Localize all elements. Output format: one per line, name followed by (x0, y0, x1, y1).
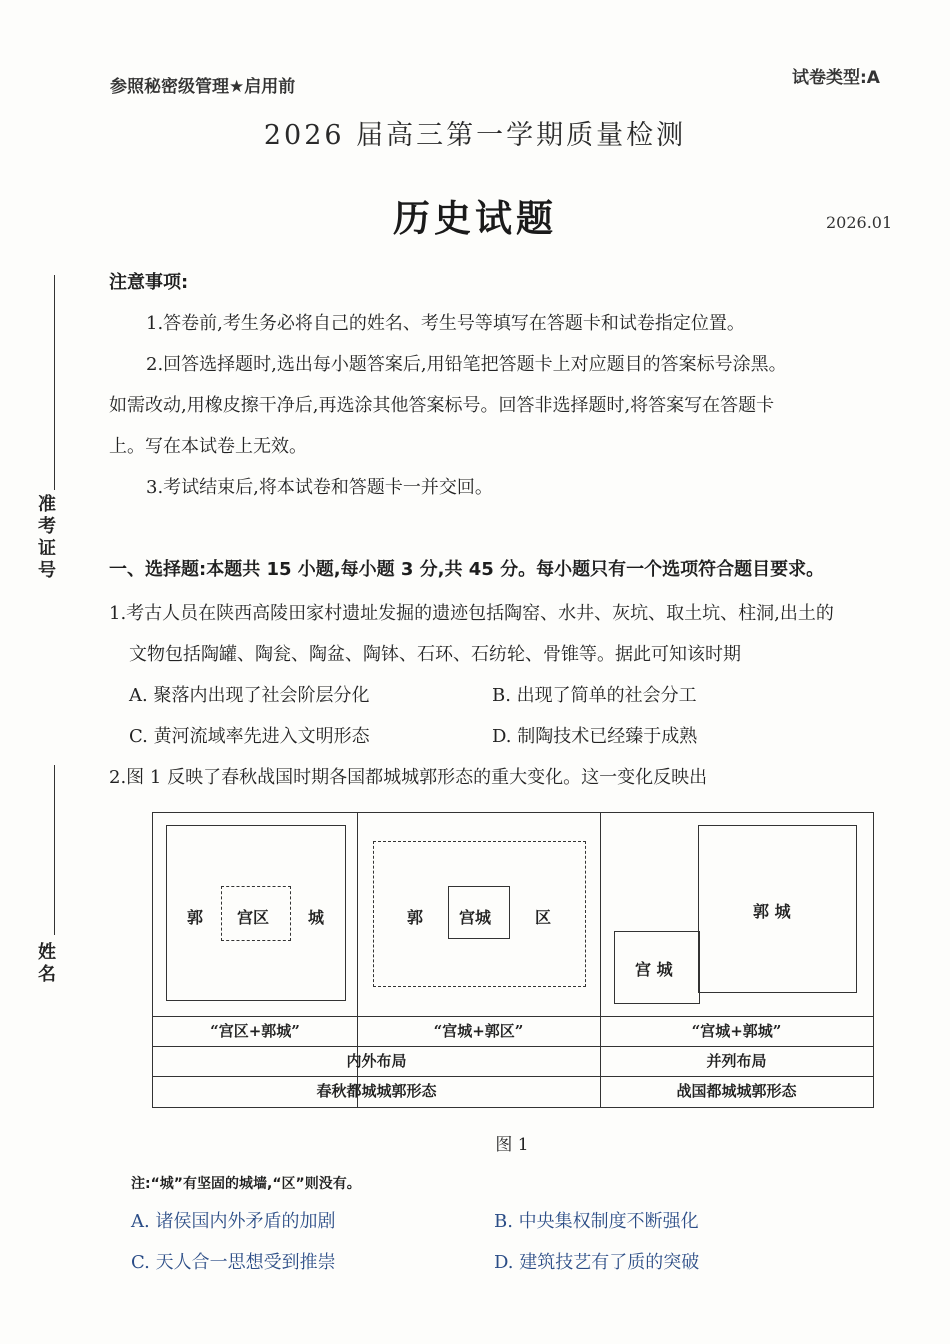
figure-caption: 图 1 (495, 1135, 529, 1155)
q1-option-d[interactable]: D. 制陶技术已经臻于成熟 (492, 726, 698, 747)
exam-id-label: 准考证号 (38, 494, 56, 581)
panel2-left-label: 郭 (407, 908, 424, 927)
panel2-caption: “宫城+郭区” (433, 1022, 524, 1040)
era-right-label: 战国都城城郭形态 (676, 1082, 797, 1100)
layout-right-label: 并列布局 (706, 1052, 767, 1070)
exam-title: 2026 届高三第一学期质量检测 (263, 120, 687, 151)
q2-stem: 2.图 1 反映了春秋战国时期各国都城城郭形态的重大变化。这一变化反映出 (109, 767, 708, 788)
layout-left-label: 内外布局 (346, 1052, 407, 1070)
figure-1 (152, 812, 874, 1108)
notice-title: 注意事项: (109, 272, 189, 293)
q1-stem-line-1: 1.考古人员在陕西高陵田家村遗址发掘的遗迹包括陶窑、水井、灰坑、取土坑、柱洞,出土的 (109, 603, 834, 624)
figure-row-line-3 (153, 1076, 873, 1077)
notice-item-2-line-2: 如需改动,用橡皮擦干净后,再选涂其他答案标号。回答非选择题时,将答案写在答题卡 (109, 395, 775, 416)
panel3-big-label: 郭 城 (753, 902, 791, 921)
figure-note: 注:“城”有坚固的城墙,“区”则没有。 (131, 1176, 361, 1192)
exam-id-line (54, 275, 55, 490)
q1-stem-line-2: 文物包括陶罐、陶瓮、陶盆、陶钵、石环、石纺轮、骨锥等。据此可知该时期 (129, 644, 741, 665)
panel1-caption: “宫区+郭城” (210, 1022, 300, 1040)
figure-row-line-1 (153, 1016, 873, 1017)
q1-option-a[interactable]: A. 聚落内出现了社会阶层分化 (129, 685, 370, 706)
q2-option-b[interactable]: B. 中央集权制度不断强化 (494, 1211, 699, 1232)
q1-option-c[interactable]: C. 黄河流域率先进入文明形态 (129, 726, 370, 747)
exam-date: 2026.01 (826, 213, 893, 232)
q2-option-a[interactable]: A. 诸侯国内外矛盾的加剧 (131, 1211, 336, 1232)
notice-item-2-line-3: 上。写在本试卷上无效。 (109, 436, 307, 457)
panel3-caption: “宫城+郭城” (691, 1022, 782, 1040)
notice-item-2-line-1: 2.回答选择题时,选出每小题答案后,用铅笔把答题卡上对应题目的答案标号涂黑。 (146, 354, 787, 375)
subject-title: 历史试题 (393, 196, 557, 240)
panel1-right-label: 城 (308, 908, 325, 927)
q2-option-d[interactable]: D. 建筑技艺有了质的突破 (494, 1252, 700, 1273)
notice-item-3: 3.考试结束后,将本试卷和答题卡一并交回。 (146, 477, 493, 498)
panel3-small-label: 宫 城 (635, 960, 673, 979)
section-1-title: 一、选择题:本题共 15 小题,每小题 3 分,共 45 分。每小题只有一个选项符合题目要求。 (109, 559, 825, 580)
confidentiality-mark: 参照秘密级管理★启用前 (110, 77, 296, 97)
panel2-inner-label: 宫城 (459, 908, 492, 927)
name-line (54, 765, 55, 935)
era-left-label: 春秋都城城郭形态 (316, 1082, 437, 1100)
panel1-inner-label: 宫区 (237, 908, 270, 927)
q2-option-c[interactable]: C. 天人合一思想受到推崇 (131, 1252, 336, 1273)
q1-option-b[interactable]: B. 出现了简单的社会分工 (492, 685, 697, 706)
name-label: 姓名 (38, 942, 56, 985)
panel1-left-label: 郭 (187, 908, 204, 927)
figure-row-line-2 (153, 1046, 873, 1047)
paper-type: 试卷类型:A (792, 68, 880, 88)
panel2-right-label: 区 (535, 908, 552, 927)
notice-item-1: 1.答卷前,考生务必将自己的姓名、考生号等填写在答题卡和试卷指定位置。 (146, 313, 745, 334)
